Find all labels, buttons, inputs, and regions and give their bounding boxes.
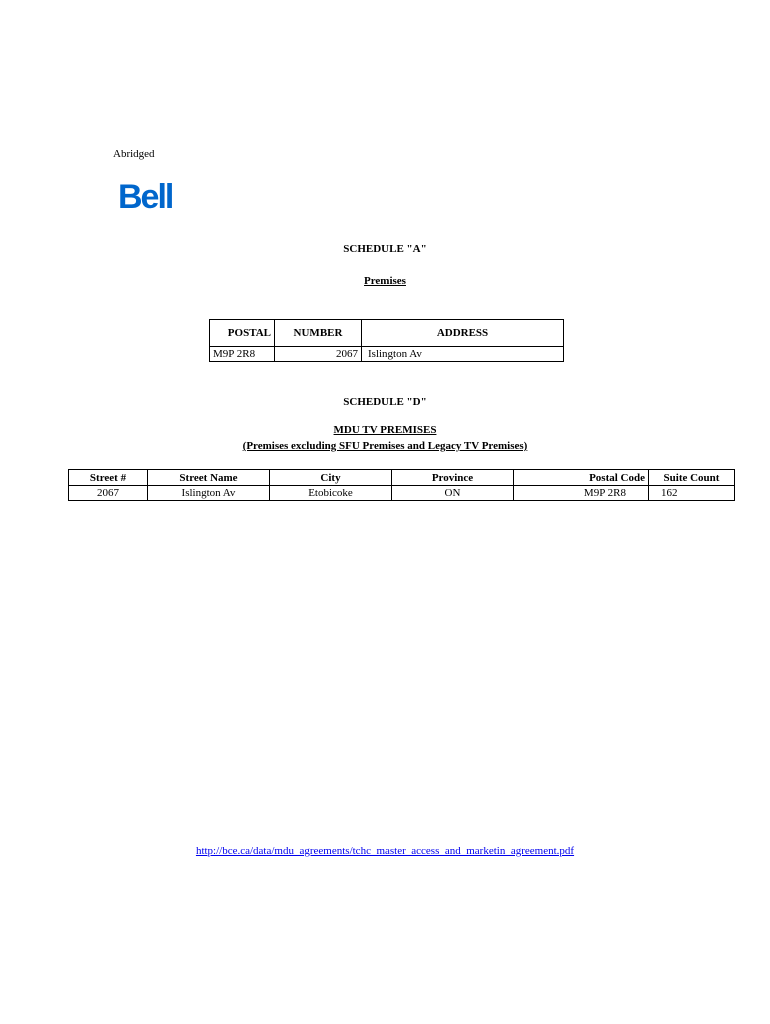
column-header-number: NUMBER [275,320,362,347]
bell-logo [118,176,174,212]
cell-street-num: 2067 [69,486,148,501]
cell-city: Etobicoke [270,486,392,501]
table-header-row [69,470,735,486]
cell-number: 2067 [275,347,362,362]
schedule-a-subtitle: Premises [364,275,406,287]
cell-suite-count: 162 [649,486,735,501]
cell-address: Islington Av [362,347,564,362]
schedule-d-note: (Premises excluding SFU Premises and Legacy TV Premises) [242,440,528,452]
table-row [69,486,735,501]
svg-text:Bell: Bell [118,178,173,212]
schedule-d-subtitle: MDU TV PREMISES [333,424,437,436]
column-header-street-name: Street Name [148,470,270,486]
schedule-d-title: SCHEDULE "D" [343,396,427,408]
column-header-postal-code: Postal Code [514,470,649,486]
column-header-city: City [270,470,392,486]
cell-street-name: Islington Av [148,486,270,501]
schedule-a-title: SCHEDULE "A" [343,243,427,255]
cell-postal-code: M9P 2R8 [514,486,649,501]
column-header-street-num: Street # [69,470,148,486]
table-header-row [210,320,564,347]
cell-province: ON [392,486,514,501]
column-header-postal: POSTAL [210,320,275,347]
column-header-province: Province [392,470,514,486]
column-header-suite-count: Suite Count [649,470,735,486]
schedule-a-table [209,319,564,362]
agreement-link[interactable]: http://bce.ca/data/mdu_agreements/tchc_master_access_and_marketin_agreement.pdf [195,845,575,857]
table-row [210,347,564,362]
cell-postal: M9P 2R8 [210,347,275,362]
abridged-label: Abridged [113,148,155,160]
schedule-d-table [68,469,735,501]
column-header-address: ADDRESS [362,320,564,347]
